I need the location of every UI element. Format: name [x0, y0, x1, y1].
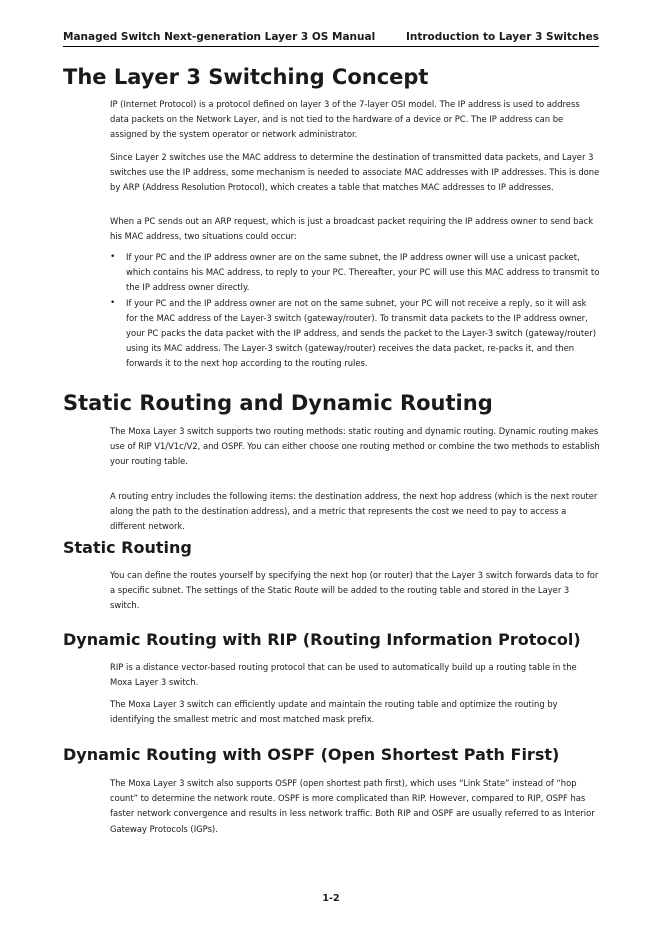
paragraph: RIP is a distance vector-based routing protocol that can be used to automatically build up a routing table in the Moxa Layer 3 switch. [110, 662, 577, 688]
paragraph: Since Layer 2 switches use the MAC address to determine the destination of transmitted data packets, and Layer 3 switches use the IP address, some mechanism is needed to associate MAC addresses with IP addresses. This is done by ARP (Address Resolution Protocol), which creates a table that matches MAC addresses to IP addresses. [110, 152, 600, 193]
list-item [110, 250, 600, 296]
manual-title: Managed Switch Next-generation Layer 3 OS Manual [63, 31, 376, 43]
bullet-icon: • [110, 297, 116, 308]
chapter-title: Introduction to Layer 3 Switches [405, 31, 599, 43]
heading-static-routing: Static Routing [63, 538, 192, 557]
paragraph: The Moxa Layer 3 switch also supports OSPF (open shortest path first), which uses “Link State” instead of “hop count” to determine the network route. OSPF is more complicated than RIP. However, compared to RIP, OSPF has faster network convergence and results in less network traffic. Both RIP and OSPF are usually referred to as Interior Gateway Protocols (IGPs). [110, 778, 595, 834]
list-item [110, 296, 600, 372]
paragraph: When a PC sends out an ARP request, which is just a broadcast packet requiring the IP address owner to send back his MAC address, two situations could occur: [110, 216, 594, 242]
list-item-text: If your PC and the IP address owner are on the same subnet, the IP address owner will use a unicast packet, which contains his MAC address, to reply to your PC. Thereafter, your PC will use this MAC address to transmit to the IP address owner directly. [126, 252, 600, 293]
paragraph: A routing entry includes the following items: the destination address, the next hop address (which is the next router along the path to the destination address), and a metric that represents the cost we need to pay to access a different network. [110, 491, 598, 532]
paragraph: IP (Internet Protocol) is a protocol defined on layer 3 of the 7-layer OSI model. The IP address is used to address data packets on the Network Layer, and is not tied to the hardware of a device or PC. The IP address can be assigned by the system operator or network administrator. [110, 99, 580, 140]
paragraph: You can define the routes yourself by specifying the next hop (or router) that the Layer 3 switch forwards data to for a specific subnet. The settings of the Static Route will be added to the routing table and stored in the Layer 3 switch. [110, 570, 599, 611]
page-number: 1-2 [322, 893, 340, 904]
page-header [63, 30, 599, 47]
heading-layer3-concept: The Layer 3 Switching Concept [63, 65, 429, 89]
list-item-text: If your PC and the IP address owner are not on the same subnet, your PC will not receive a reply, so it will ask for the MAC address of the Layer-3 switch (gateway/router). To transmit data packets to the IP address owner, your PC packs the data packet with the IP address, and sends the packet to the Layer-3 switch (gateway/router) using its MAC address. The Layer-3 switch (gateway/router) receives the data packet, re-packs it, and then forwards it to the next hop according to the routing rules. [126, 297, 597, 369]
bullet-icon: • [110, 252, 116, 262]
heading-static-dynamic-routing: Static Routing and Dynamic Routing [63, 391, 493, 415]
heading-rip: Dynamic Routing with RIP (Routing Information Protocol) [63, 630, 581, 649]
bullet-list [110, 250, 600, 372]
paragraph: The Moxa Layer 3 switch supports two routing methods: static routing and dynamic routing. Dynamic routing makes use of RIP V1/V1c/V2, and OSPF. You can either choose one routing method or combine the two methods to establish your routing table. [110, 426, 600, 467]
paragraph: The Moxa Layer 3 switch can efficiently update and maintain the routing table and optimize the routing by identifying the smallest metric and most matched mask prefix. [110, 699, 558, 725]
heading-ospf: Dynamic Routing with OSPF (Open Shortest Path First) [63, 745, 560, 764]
